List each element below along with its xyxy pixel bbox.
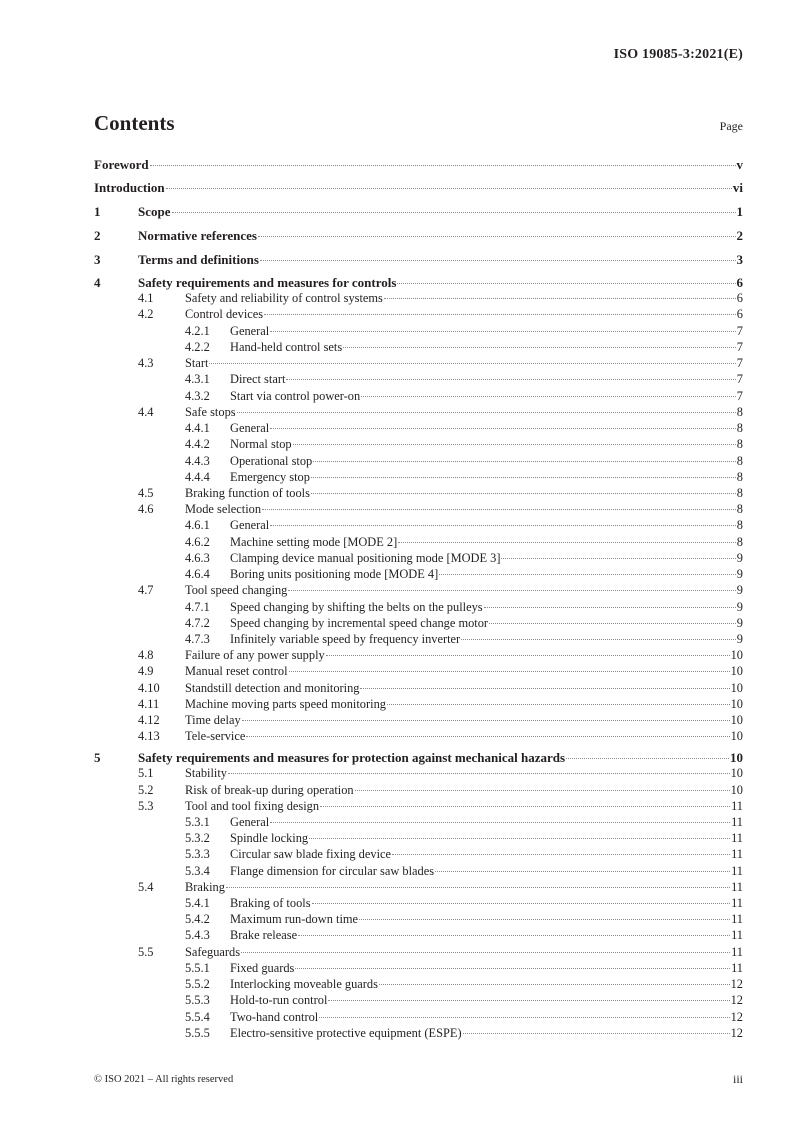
dot-leader <box>209 363 735 364</box>
dot-leader <box>361 396 736 397</box>
toc-entry-page[interactable]: 9 <box>736 632 743 646</box>
dot-leader <box>309 838 730 839</box>
toc-entry-page[interactable]: 7 <box>736 389 743 403</box>
toc-entry-title[interactable]: Safety requirements and measures for controls <box>138 275 397 290</box>
dot-leader <box>501 558 735 559</box>
dot-leader <box>270 428 736 429</box>
dot-leader <box>311 493 736 494</box>
toc-entry[interactable] <box>138 945 743 960</box>
toc-entry-page[interactable]: 12 <box>730 1026 743 1040</box>
toc-entry-number: 4.3.2 <box>185 389 210 403</box>
toc-entry[interactable] <box>185 616 743 631</box>
dot-leader <box>326 655 730 656</box>
dot-leader <box>237 412 736 413</box>
toc-entry-page[interactable]: 10 <box>730 664 743 678</box>
toc-entry-number: 4.8 <box>138 648 154 662</box>
dot-leader <box>172 212 736 213</box>
toc-entry-title[interactable]: Fixed guards <box>230 961 295 975</box>
toc-entry-page[interactable]: 6 <box>736 291 743 305</box>
toc-entry-title[interactable]: Stability <box>185 766 227 780</box>
toc-entry-title[interactable]: Spindle locking <box>230 831 309 845</box>
toc-entry-number: 5.3.3 <box>185 847 210 861</box>
toc-entry-number: 4.1 <box>138 291 154 305</box>
toc-entry-title[interactable]: Normal stop <box>230 437 292 451</box>
toc-entry[interactable] <box>185 518 743 533</box>
toc-entry-number: 4.6 <box>138 502 154 516</box>
toc-entry-number: 4.4.2 <box>185 437 210 451</box>
toc-entry-title[interactable]: Safeguards <box>185 945 241 959</box>
toc-entry-number: 4.9 <box>138 664 154 678</box>
toc-entry-title[interactable]: General <box>230 518 270 532</box>
dot-leader <box>298 935 730 936</box>
toc-entry-page[interactable]: 8 <box>736 437 743 451</box>
toc-entry[interactable] <box>138 783 743 798</box>
toc-entry-number: 5.4.1 <box>185 896 210 910</box>
dot-leader <box>387 704 730 705</box>
toc-entry-page[interactable]: 11 <box>731 961 743 975</box>
toc-entry[interactable] <box>94 275 743 290</box>
toc-entry-page[interactable]: 9 <box>736 567 743 581</box>
toc-entry-page[interactable]: 12 <box>730 977 743 991</box>
toc-entry-page[interactable]: 8 <box>736 518 743 532</box>
dot-leader <box>320 806 730 807</box>
toc-entry-title[interactable]: Circular saw blade fixing device <box>230 847 392 861</box>
toc-entry-page[interactable]: 7 <box>736 324 743 338</box>
toc-entry-number: 4.13 <box>138 729 160 743</box>
toc-entry-page[interactable]: 10 <box>730 648 743 662</box>
toc-entry-page[interactable]: vi <box>732 180 743 195</box>
dot-leader <box>264 314 736 315</box>
toc-entry-page[interactable]: 11 <box>731 799 743 813</box>
toc-entry-page[interactable]: 9 <box>736 551 743 565</box>
toc-entry-title[interactable]: Infinitely variable speed by frequency inverter <box>230 632 461 646</box>
toc-entry-title[interactable]: Tool and tool fixing design <box>185 799 320 813</box>
copyright-notice: © ISO 2021 – All rights reserved <box>94 1074 234 1085</box>
toc-entry-title[interactable]: Start via control power-on <box>230 389 361 403</box>
toc-entry-page[interactable]: 10 <box>730 729 743 743</box>
toc-entry-title[interactable]: General <box>230 815 270 829</box>
toc-entry[interactable] <box>138 697 743 712</box>
toc-entry-title[interactable]: Hand-held control sets <box>230 340 343 354</box>
toc-entry-title[interactable]: Clamping device manual positioning mode [MODE 3] <box>230 551 501 565</box>
toc-entry[interactable] <box>138 648 743 663</box>
toc-entry[interactable] <box>185 551 743 566</box>
dot-leader <box>360 688 729 689</box>
toc-entry[interactable] <box>185 324 743 339</box>
toc-entry[interactable] <box>138 502 743 517</box>
toc-entry-number: 4.7 <box>138 583 154 597</box>
toc-entry-number: 5.5.3 <box>185 993 210 1007</box>
toc-entry[interactable] <box>185 600 743 615</box>
toc-entry-title[interactable]: Safe stops <box>185 405 236 419</box>
dot-leader <box>439 574 736 575</box>
toc-entry[interactable] <box>94 252 743 267</box>
toc-entry-number: 4.6.2 <box>185 535 210 549</box>
dot-leader <box>270 525 736 526</box>
toc-entry-number: 4.7.2 <box>185 616 210 630</box>
toc-entry-title[interactable]: Risk of break-up during operation <box>185 783 354 797</box>
toc-entry-title[interactable]: Normative references <box>138 228 257 243</box>
toc-entry-title[interactable]: Speed changing by incremental speed change motor <box>230 616 489 630</box>
toc-entry-page[interactable]: 1 <box>736 204 743 219</box>
toc-entry-number: 4.4.3 <box>185 454 210 468</box>
dot-leader <box>295 968 730 969</box>
toc-entry-title[interactable]: Two-hand control <box>230 1010 319 1024</box>
toc-entry-number: 5.3.2 <box>185 831 210 845</box>
page-number: iii <box>732 1072 743 1086</box>
toc-entry-number: 5 <box>94 750 101 765</box>
toc-entry-number: 5.3 <box>138 799 154 813</box>
dot-leader <box>293 444 736 445</box>
toc-entry-title[interactable]: Terms and definitions <box>138 252 259 267</box>
toc-entry[interactable] <box>185 1026 743 1041</box>
page-column-label: Page <box>719 119 743 133</box>
toc-entry[interactable] <box>138 405 743 420</box>
toc-entry-page[interactable]: 10 <box>730 750 743 765</box>
toc-entry-number: 4.2.1 <box>185 324 210 338</box>
toc-entry-title[interactable]: Manual reset control <box>185 664 288 678</box>
toc-entry[interactable] <box>94 157 743 172</box>
toc-entry-title[interactable]: Interlocking moveable guards <box>230 977 378 991</box>
toc-entry-number: 1 <box>94 204 101 219</box>
toc-entry-number: 5.1 <box>138 766 154 780</box>
toc-entry-page[interactable]: 8 <box>736 421 743 435</box>
dot-leader <box>398 542 736 543</box>
toc-entry-title[interactable]: Maximum run-down time <box>230 912 359 926</box>
toc-entry[interactable] <box>94 750 743 765</box>
toc-entry-number: 4.4 <box>138 405 154 419</box>
toc-entry[interactable] <box>185 470 743 485</box>
toc-entry-number: 4.4.4 <box>185 470 210 484</box>
dot-leader <box>384 298 736 299</box>
toc-entry-page[interactable]: 8 <box>736 502 743 516</box>
toc-entry-title[interactable]: Braking of tools <box>230 896 311 910</box>
contents-heading: Contents <box>94 111 175 135</box>
dot-leader <box>328 1000 729 1001</box>
toc-entry-title[interactable]: Emergency stop <box>230 470 310 484</box>
toc-entry-page[interactable]: 3 <box>736 252 743 267</box>
toc-entry[interactable] <box>185 1010 743 1025</box>
dot-leader <box>379 984 730 985</box>
dot-leader <box>228 773 730 774</box>
dot-leader <box>313 461 736 462</box>
dot-leader <box>241 952 730 953</box>
toc-entry[interactable] <box>185 912 743 927</box>
dot-leader <box>260 260 736 261</box>
toc-entry[interactable] <box>185 372 743 387</box>
toc-entry-title[interactable]: Direct start <box>230 372 286 386</box>
toc-entry-number: 3 <box>94 252 101 267</box>
document-id: ISO 19085-3:2021(E) <box>613 47 743 62</box>
toc-entry[interactable] <box>94 228 743 243</box>
toc-entry-number: 4.4.1 <box>185 421 210 435</box>
toc-entry-page[interactable]: 11 <box>731 880 743 894</box>
toc-entry[interactable] <box>138 766 743 781</box>
toc-entry-page[interactable]: 2 <box>736 228 743 243</box>
toc-entry[interactable] <box>185 977 743 992</box>
toc-entry[interactable] <box>138 713 743 728</box>
toc-entry-number: 5.5.1 <box>185 961 210 975</box>
toc-entry-title[interactable]: Speed changing by shifting the belts on the pulleys <box>230 600 483 614</box>
toc-entry[interactable] <box>138 880 743 895</box>
toc-entry-number: 4.11 <box>138 697 160 711</box>
toc-entry-title[interactable]: Failure of any power supply <box>185 648 325 662</box>
toc-entry-page[interactable]: 8 <box>736 470 743 484</box>
toc-entry-title[interactable]: Time delay <box>185 713 241 727</box>
toc-entry-title[interactable]: Flange dimension for circular saw blades <box>230 864 435 878</box>
toc-entry-page[interactable]: 8 <box>736 486 743 500</box>
toc-entry-page[interactable]: 11 <box>731 912 743 926</box>
dot-leader <box>359 919 730 920</box>
dot-leader <box>489 623 736 624</box>
toc-entry-page[interactable]: v <box>736 157 743 172</box>
toc-entry[interactable] <box>138 307 743 322</box>
toc-entry-page[interactable]: 11 <box>731 815 743 829</box>
dot-leader <box>226 887 730 888</box>
dot-leader <box>355 790 730 791</box>
toc-entry-number: 4.6.3 <box>185 551 210 565</box>
dot-leader <box>242 720 730 721</box>
toc-entry-number: 5.5.4 <box>185 1010 210 1024</box>
toc-entry-title[interactable]: Introduction <box>94 180 165 195</box>
dot-leader <box>288 590 735 591</box>
toc-entry-page[interactable]: 12 <box>730 993 743 1007</box>
toc-entry-page[interactable]: 7 <box>736 340 743 354</box>
toc-entry[interactable] <box>94 204 743 219</box>
toc-entry-title[interactable]: Machine moving parts speed monitoring <box>185 697 386 711</box>
toc-entry-page[interactable]: 11 <box>731 847 743 861</box>
dot-leader <box>150 165 736 166</box>
dot-leader <box>435 871 730 872</box>
toc-entry-page[interactable]: 8 <box>736 405 743 419</box>
toc-entry[interactable] <box>138 356 743 371</box>
toc-entry[interactable] <box>185 437 743 452</box>
toc-entry-number: 5.4.2 <box>185 912 210 926</box>
toc-entry-title[interactable]: Start <box>185 356 209 370</box>
dot-leader <box>262 509 736 510</box>
toc-entry-title[interactable]: Foreword <box>94 157 149 172</box>
toc-entry-page[interactable]: 10 <box>730 697 743 711</box>
dot-leader <box>286 379 735 380</box>
toc-entry[interactable] <box>138 681 743 696</box>
toc-entry-number: 5.5.2 <box>185 977 210 991</box>
toc-entry-number: 5.3.4 <box>185 864 210 878</box>
toc-entry[interactable] <box>138 664 743 679</box>
dot-leader <box>461 639 736 640</box>
toc-entry-number: 4.6.4 <box>185 567 210 581</box>
toc-entry-title[interactable]: Electro-sensitive protective equipment (ESPE) <box>230 1026 462 1040</box>
toc-entry-title[interactable]: Braking function of tools <box>185 486 310 500</box>
toc-entry-page[interactable]: 11 <box>731 864 743 878</box>
toc-entry[interactable] <box>185 993 743 1008</box>
toc-entry-number: 4.7.3 <box>185 632 210 646</box>
toc-entry[interactable] <box>185 421 743 436</box>
dot-leader <box>392 854 730 855</box>
dot-leader <box>270 822 730 823</box>
toc-entry-title[interactable]: Braking <box>185 880 225 894</box>
toc-entry-number: 5.3.1 <box>185 815 210 829</box>
toc-entry-title[interactable]: Safety requirements and measures for protection against mechanical hazards <box>138 750 566 765</box>
toc-entry-page[interactable]: 9 <box>736 583 743 597</box>
toc-entry-number: 4.3 <box>138 356 154 370</box>
toc-entry-number: 5.4 <box>138 880 154 894</box>
toc-entry[interactable] <box>185 847 743 862</box>
dot-leader <box>258 236 736 237</box>
toc-entry-page[interactable]: 8 <box>736 454 743 468</box>
toc-entry-page[interactable]: 8 <box>736 535 743 549</box>
toc-entry-number: 4.12 <box>138 713 160 727</box>
dot-leader <box>484 607 736 608</box>
toc-entry[interactable] <box>94 180 743 195</box>
toc-entry-page[interactable]: 11 <box>731 896 743 910</box>
toc-entry-number: 5.4.3 <box>185 928 210 942</box>
toc-entry-page[interactable]: 11 <box>731 928 743 942</box>
toc-entry-page[interactable]: 10 <box>730 681 743 695</box>
toc-entry-title[interactable]: Scope <box>138 204 171 219</box>
dot-leader <box>343 347 736 348</box>
toc-entry-page[interactable]: 9 <box>736 616 743 630</box>
toc-entry-title[interactable]: Brake release <box>230 928 298 942</box>
toc-entry[interactable] <box>185 454 743 469</box>
toc-entry[interactable] <box>185 815 743 830</box>
toc-entry[interactable] <box>138 729 743 744</box>
toc-entry-page[interactable]: 10 <box>730 713 743 727</box>
dot-leader <box>289 671 730 672</box>
dot-leader <box>270 331 736 332</box>
toc-entry-number: 2 <box>94 228 101 243</box>
toc-entry-title[interactable]: General <box>230 421 270 435</box>
dot-leader <box>463 1033 730 1034</box>
toc-entry[interactable] <box>138 583 743 598</box>
toc-entry-page[interactable]: 10 <box>730 783 743 797</box>
toc-entry[interactable] <box>138 486 743 501</box>
toc-entry-number: 4.6.1 <box>185 518 210 532</box>
toc-entry-number: 4 <box>94 275 101 290</box>
toc-entry-number: 4.5 <box>138 486 154 500</box>
toc-entry-title[interactable]: Machine setting mode [MODE 2] <box>230 535 398 549</box>
toc-entry[interactable] <box>138 799 743 814</box>
toc-entry-number: 5.5 <box>138 945 154 959</box>
dot-leader <box>312 903 731 904</box>
toc-entry[interactable] <box>185 928 743 943</box>
toc-entry-number: 4.2 <box>138 307 154 321</box>
toc-entry-page[interactable]: 7 <box>736 356 743 370</box>
toc-entry[interactable] <box>185 567 743 582</box>
dot-leader <box>319 1017 729 1018</box>
toc-entry[interactable] <box>185 389 743 404</box>
toc-entry-number: 4.3.1 <box>185 372 210 386</box>
dot-leader <box>397 283 735 284</box>
toc-entry[interactable] <box>185 632 743 647</box>
toc-entry[interactable] <box>185 896 743 911</box>
toc-entry[interactable] <box>185 961 743 976</box>
toc-entry-page[interactable]: 10 <box>730 766 743 780</box>
toc-entry-page[interactable]: 7 <box>736 372 743 386</box>
toc-entry-title[interactable]: Tool speed changing <box>185 583 288 597</box>
toc-entry-number: 4.7.1 <box>185 600 210 614</box>
toc-entry-title[interactable]: Safety and reliability of control systems <box>185 291 383 305</box>
dot-leader <box>311 477 736 478</box>
toc-entry-page[interactable]: 12 <box>730 1010 743 1024</box>
toc-entry-page[interactable]: 11 <box>731 831 743 845</box>
toc-entry-number: 4.10 <box>138 681 160 695</box>
toc-entry-title[interactable]: Standstill detection and monitoring <box>185 681 360 695</box>
toc-entry-number: 5.5.5 <box>185 1026 210 1040</box>
toc-entry-page[interactable]: 6 <box>736 275 743 290</box>
toc-entry-title[interactable]: Operational stop <box>230 454 313 468</box>
toc-entry[interactable] <box>185 864 743 879</box>
toc-entry[interactable] <box>185 535 743 550</box>
toc-entry[interactable] <box>138 291 743 306</box>
dot-leader <box>166 188 732 189</box>
toc-entry-title[interactable]: Boring units positioning mode [MODE 4] <box>230 567 439 581</box>
toc-entry-page[interactable]: 11 <box>731 945 743 959</box>
toc-entry-title[interactable]: General <box>230 324 270 338</box>
toc-entry-number: 4.2.2 <box>185 340 210 354</box>
toc-entry-title[interactable]: Hold-to-run control <box>230 993 328 1007</box>
toc-entry[interactable] <box>185 340 743 355</box>
toc-entry-number: 5.2 <box>138 783 154 797</box>
toc-entry[interactable] <box>185 831 743 846</box>
toc-entry-title[interactable]: Control devices <box>185 307 264 321</box>
toc-entry-page[interactable]: 6 <box>736 307 743 321</box>
toc-entry-page[interactable]: 9 <box>736 600 743 614</box>
dot-leader <box>246 736 729 737</box>
toc-entry-title[interactable]: Mode selection <box>185 502 262 516</box>
dot-leader <box>566 758 729 759</box>
toc-entry-title[interactable]: Tele-service <box>185 729 246 743</box>
